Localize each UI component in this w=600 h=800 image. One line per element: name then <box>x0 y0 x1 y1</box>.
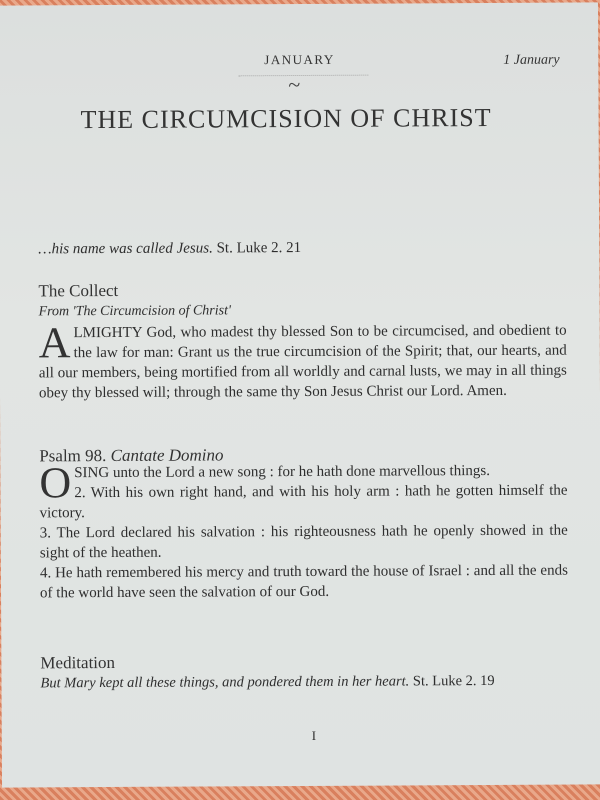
page-title: THE CIRCUMCISION OF CHRIST <box>80 102 492 135</box>
psalm-verse: 4. He hath remembered his mercy and truth toward the house of Israel : and all the ends of the world have seen the salvation of our God. <box>39 562 568 602</box>
epigraph-reference: St. Luke 2. 21 <box>216 239 302 257</box>
drop-cap: A <box>38 318 71 368</box>
meditation-reference: St. Luke 2. 19 <box>412 672 495 690</box>
collect-heading: The Collect <box>38 280 119 301</box>
psalm-verse: 3. The Lord declared his salvation : his righteousness hath he openly showed in the sight of the heathen. <box>39 522 568 562</box>
psalm-text <box>39 458 568 604</box>
psalm-number: Psalm 98. <box>39 446 107 466</box>
header-dotted-rule <box>238 75 368 77</box>
psalm-verse: 2. With his own right hand, and with his holy arm : hath he gotten himself the victory. <box>39 482 568 522</box>
meditation-quote: But Mary kept all these things, and pondered them in her heart. <box>40 673 410 692</box>
book-page <box>0 2 600 787</box>
running-header-date: 1 January <box>503 52 560 68</box>
psalm-latin-title: Cantate Domino <box>110 445 224 465</box>
epigraph-quote: …his name was called Jesus. <box>38 240 213 258</box>
page-number: I <box>311 727 317 743</box>
collect-source: From 'The Circumcision of Christ' <box>38 303 232 320</box>
epigraph <box>38 240 301 258</box>
meditation-heading: Meditation <box>40 652 116 673</box>
meditation-text <box>40 671 568 694</box>
running-header-month: JANUARY <box>264 51 335 68</box>
drop-cap: O <box>39 458 72 508</box>
swash-ornament-icon: ~ <box>288 71 301 98</box>
collect-text <box>38 318 567 404</box>
psalm-verse: SING unto the Lord a new song : for he hath done marvellous things. <box>74 463 490 482</box>
collect-body: LMIGHTY God, who madest thy blessed Son to be circumcised, and obedient to the law for man: Grant us the true circumcision of the Spirit; that, our hearts, and all our members, being mortified from all worldly and carnal lusts, we may in all things obey thy blessed will; through the same thy Son Jesus Christ our Lord. Amen. <box>38 322 567 402</box>
